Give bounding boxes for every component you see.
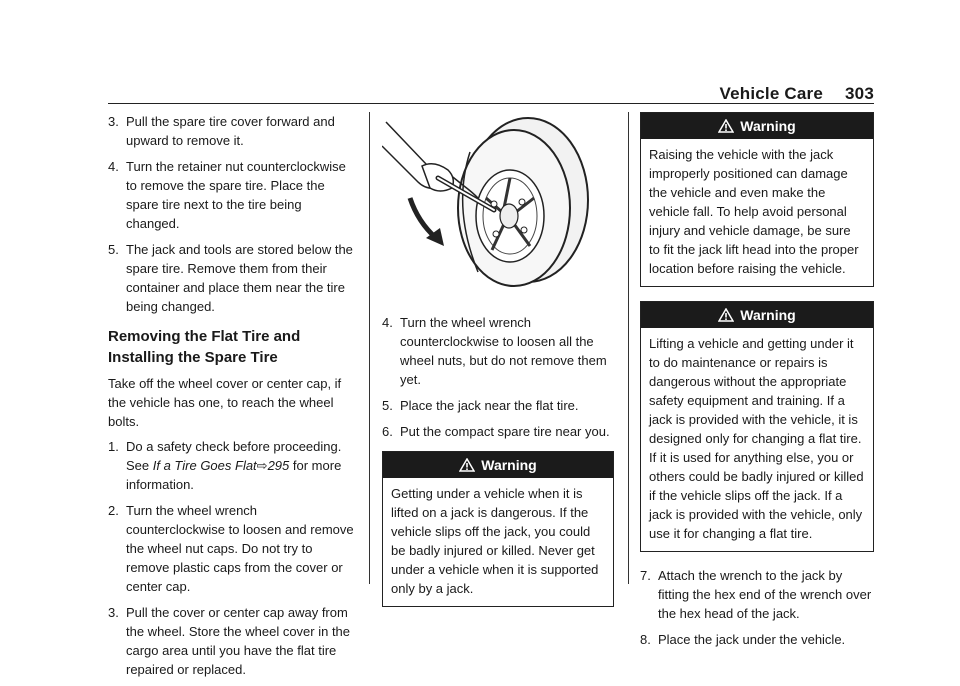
list-item [108, 437, 356, 494]
step-text: Pull the spare tire cover forward and upward to remove it. [126, 114, 335, 148]
list-item [108, 603, 356, 679]
column-3 [640, 112, 874, 656]
warning-box [640, 301, 874, 552]
header-page-number: 303 [845, 84, 874, 103]
step-list-top [108, 112, 356, 316]
step-text-pre: Do a safety check before proceeding. See [126, 439, 342, 473]
warning-text: Lifting a vehicle and getting under it to do maintenance or repairs is dangerous without the appropriate safety equipment and training. If a jack is provided with the vehicle, it is designed only for changing a flat tire. If it is used for anything else, you or others could be badly injured or killed if the vehicle slips off the jack. If a jack is provided with the vehicle, only use it for changing a flat tire. [649, 336, 864, 541]
step-text: Place the jack near the flat tire. [400, 398, 579, 413]
list-item [108, 501, 356, 596]
list-item [640, 566, 874, 623]
header-section-title: Vehicle Care [719, 84, 824, 103]
step-number: 1. [108, 439, 119, 454]
step-text: Put the compact spare tire near you. [400, 424, 610, 439]
column-1 [108, 112, 356, 686]
step-text: Turn the wheel wrench counterclockwise to loosen and remove the wheel nut caps. Do not try to remove plastic caps from the cover or center cap. [126, 503, 354, 594]
list-item [640, 630, 874, 649]
warning-triangle-icon [718, 308, 734, 322]
step-list-bottom [108, 437, 356, 679]
column-2 [382, 112, 614, 621]
list-item [108, 240, 356, 316]
section-heading: Removing the Flat Tire and Installing the Spare Tire [108, 328, 301, 366]
warning-header [641, 113, 873, 139]
list-item [382, 313, 614, 389]
step-text: Turn the wheel wrench counterclockwise to loosen all the wheel nuts, but do not remove them yet. [400, 315, 607, 387]
step-number: 3. [108, 605, 119, 620]
step-text: Attach the wrench to the jack by fitting the hex end of the wrench over the hex head of the jack. [658, 568, 872, 621]
intro-paragraph: Take off the wheel cover or center cap, if the vehicle has one, to reach the wheel bolts. [108, 376, 342, 429]
warning-box [640, 112, 874, 287]
cross-reference-link[interactable]: If a Tire Goes Flat [152, 458, 257, 473]
step-text: Pull the cover or center cap away from the wheel. Store the wheel cover in the cargo area until you have the flat tire repaired or replaced. [126, 605, 351, 677]
warning-title: Warning [740, 306, 796, 323]
header-rule [108, 103, 874, 104]
step-text: Turn the retainer nut counterclockwise to remove the spare tire. Place the spare tire next to the tire being changed. [126, 159, 346, 231]
step-number: 6. [382, 424, 393, 439]
warning-title: Warning [740, 117, 796, 134]
page-ref-arrow-icon: ⇨ [256, 458, 268, 473]
page-header [720, 84, 875, 104]
warning-header [641, 302, 873, 328]
step-number: 4. [108, 159, 119, 174]
warning-triangle-icon [459, 458, 475, 472]
step-number: 2. [108, 503, 119, 518]
step-number: 5. [382, 398, 393, 413]
step-list [640, 566, 874, 649]
cross-reference-page[interactable]: 295 [267, 458, 290, 473]
warning-triangle-icon [718, 119, 734, 133]
step-number: 8. [640, 632, 651, 647]
column-divider-1 [369, 112, 370, 584]
warning-box [382, 451, 614, 607]
step-number: 3. [108, 114, 119, 129]
list-item [108, 157, 356, 233]
step-number: 7. [640, 568, 651, 583]
step-number: 5. [108, 242, 119, 257]
list-item [108, 112, 356, 150]
step-text-post: for more information. [126, 458, 342, 492]
step-text: Place the jack under the vehicle. [658, 632, 846, 647]
step-number: 4. [382, 315, 393, 330]
step-list [382, 313, 614, 441]
step-text: The jack and tools are stored below the spare tire. Remove them from their container and place them near the tire being changed. [126, 242, 353, 314]
warning-text: Raising the vehicle with the jack improperly positioned can damage the vehicle and even make the vehicle fall. To help avoid personal injury and vehicle damage, be sure to fit the jack lift head into the proper location before raising the vehicle. [649, 147, 859, 276]
warning-text: Getting under a vehicle when it is lifted on a jack is dangerous. If the vehicle slips off the jack, you could be badly injured or killed. Never get under a vehicle when it is supported only by a jack. [391, 486, 599, 596]
wheel-wrench-illustration [382, 112, 614, 298]
warning-header [383, 452, 613, 478]
list-item [382, 396, 614, 415]
column-divider-2 [628, 112, 629, 584]
list-item [382, 422, 614, 441]
warning-title: Warning [481, 456, 537, 473]
